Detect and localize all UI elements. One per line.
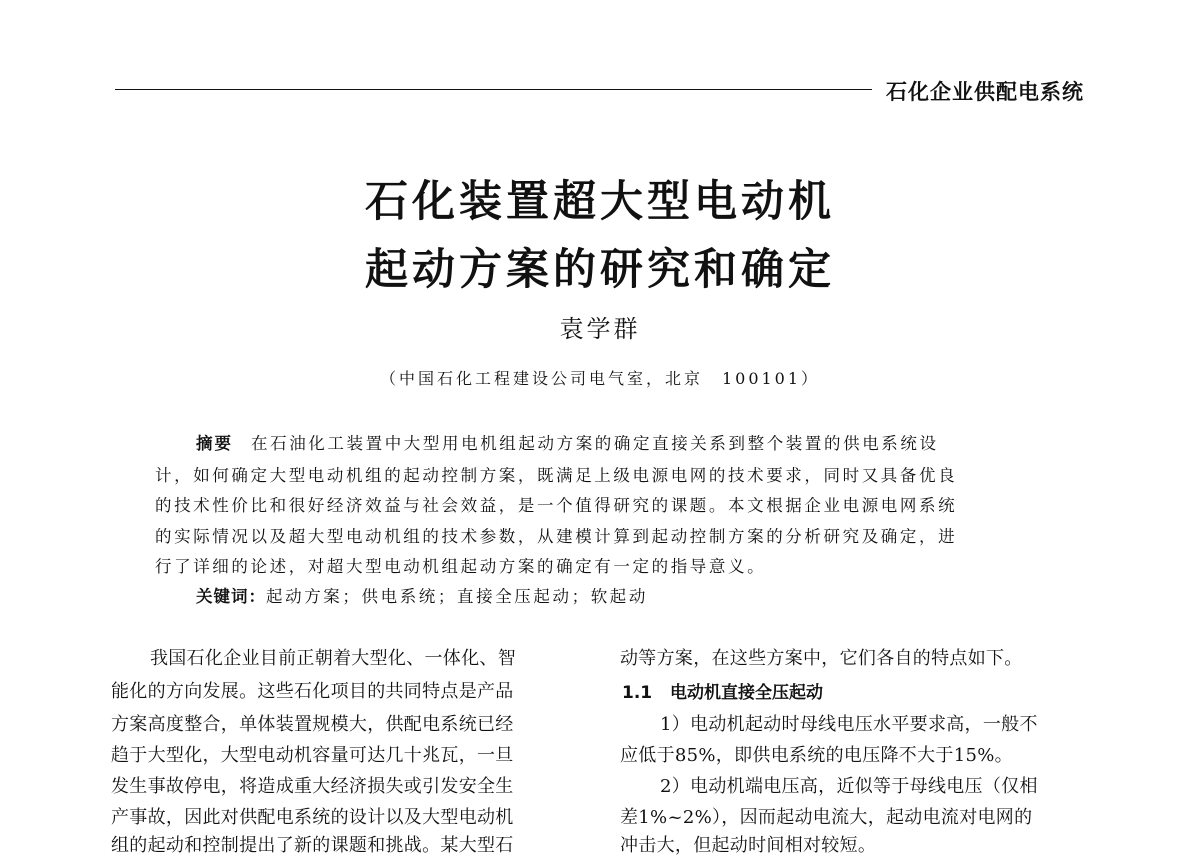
body-line: 我国石化企业目前正朝着大型化、一体化、智 (150, 648, 516, 669)
abstract-label: 摘要 (196, 434, 233, 453)
abstract-line: 的实际情况以及超大型电动机组的技术参数，从建模计算到起动控制方案的分析研究及确定，进 (155, 527, 958, 546)
section-number: 1.1 (622, 683, 653, 703)
body-line: 产事故，因此对供配电系统的设计以及大型电动机 (111, 807, 514, 828)
body-line: 应低于85%，即供电系统的电压降不大于15%。 (620, 745, 1013, 766)
body-line: 方案高度整合，单体装置规模大，供配电系统已经 (111, 714, 514, 735)
abstract-line (196, 430, 939, 454)
article-title-line-2: 起动方案的研究和确定 (365, 245, 835, 295)
keywords-text: 起动方案；供电系统；直接全压起动；软起动 (266, 587, 648, 606)
body-line: 动等方案，在这些方案中，它们各自的特点如下。 (620, 648, 1023, 669)
abstract-line: 行了详细的论述，对超大型电动机组起动方案的确定有一定的指导意义。 (155, 557, 767, 576)
body-line: 冲击大，但起动时间相对较短。 (620, 835, 877, 856)
body-line: 组的起动和控制提出了新的课题和挑战。某大型石 (111, 835, 514, 856)
body-line: 差1%~2%），因而起动电流大，起动电流对电网的 (620, 807, 1033, 828)
body-line: 能化的方向发展。这些石化项目的共同特点是产品 (111, 681, 514, 702)
keywords-line (196, 583, 648, 607)
section-heading (622, 678, 823, 703)
section-title: 电动机直接全压起动 (670, 683, 823, 703)
body-line: 2）电动机端电压高，近似等于母线电压（仅相 (660, 776, 1038, 797)
journal-section-name: 石化企业供配电系统 (886, 79, 1084, 104)
abstract-text: 在石油化工装置中大型用电机组起动方案的确定直接关系到整个装置的供电系统设 (251, 434, 939, 453)
body-line: 趋于大型化，大型电动机容量可达几十兆瓦，一旦 (111, 745, 514, 766)
article-title-line-1: 石化装置超大型电动机 (365, 177, 835, 227)
abstract-line: 计，如何确定大型电动机组的起动控制方案，既满足上级电源电网的技术要求，同时又具备优良 (155, 466, 958, 485)
author-affiliation: （中国石化工程建设公司电气室，北京 100101） (379, 369, 821, 388)
body-line: 1）电动机起动时母线电压水平要求高，一般不 (660, 714, 1038, 735)
abstract-line: 的技术性价比和很好经济效益与社会效益，是一个值得研究的课题。本文根据企业电源电网系统 (155, 496, 958, 515)
keywords-label: 关键词： (196, 587, 266, 606)
body-line: 发生事故停电，将造成重大经济损失或引发安全生 (111, 776, 514, 797)
author-name: 袁学群 (559, 315, 641, 343)
header-rule (115, 89, 872, 90)
